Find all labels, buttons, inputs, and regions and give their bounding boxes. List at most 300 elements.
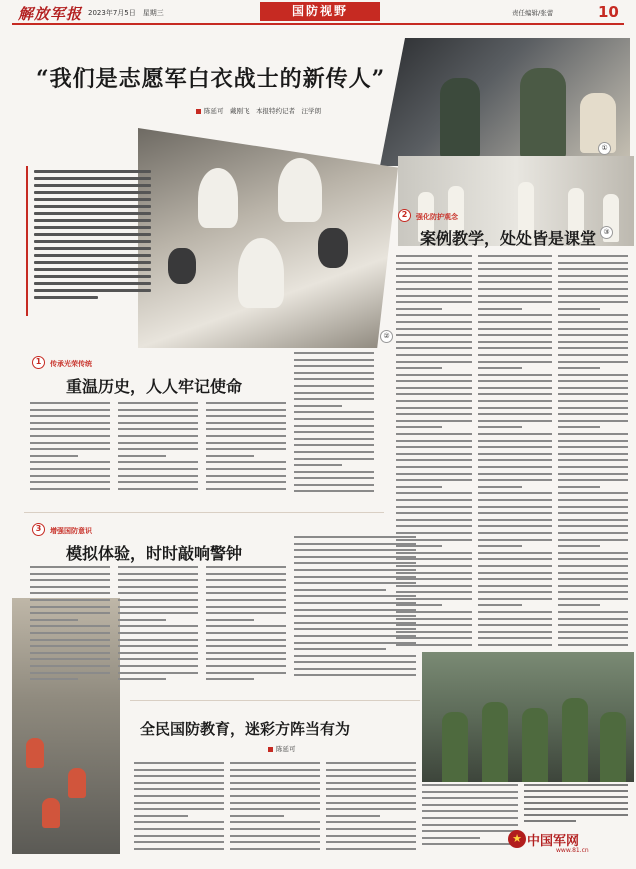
- text-line: [478, 262, 552, 264]
- text-line: [478, 473, 552, 475]
- text-line: [478, 492, 552, 494]
- text-line: [396, 393, 472, 395]
- photo-badge: ③: [600, 226, 613, 239]
- text-line: [118, 402, 198, 404]
- text-line: [478, 341, 552, 343]
- text-line: [422, 837, 480, 839]
- text-line: [478, 420, 552, 422]
- text-line: [30, 422, 110, 424]
- text-line: [422, 810, 518, 812]
- text-line: [294, 359, 374, 361]
- text-line: [396, 433, 472, 435]
- text-line: [118, 645, 198, 647]
- text-line: [30, 448, 110, 450]
- text-line: [118, 672, 198, 674]
- text-line: [206, 678, 254, 680]
- text-line: [206, 475, 286, 477]
- text-line: [340, 615, 416, 617]
- masthead: [0, 0, 636, 24]
- text-line: [30, 481, 110, 483]
- text-line: [340, 602, 416, 604]
- text-line: [422, 797, 518, 799]
- text-line: [118, 625, 198, 627]
- text-line: [206, 665, 286, 667]
- text-line: [134, 841, 224, 843]
- text-line: [206, 672, 286, 674]
- text-line: [478, 598, 552, 600]
- text-line: [396, 387, 472, 389]
- text-line: [558, 393, 628, 395]
- text-line: [206, 448, 286, 450]
- text-line: [118, 632, 198, 634]
- text-line: [294, 398, 374, 400]
- text-line: [30, 566, 110, 568]
- text-line: [396, 334, 472, 336]
- text-line: [206, 579, 286, 581]
- page-number: 10: [598, 3, 619, 21]
- text-line: [230, 769, 320, 771]
- text-line: [478, 539, 552, 541]
- text-line: [478, 506, 552, 508]
- text-line: [118, 612, 198, 614]
- text-line: [396, 341, 472, 343]
- text-line: [340, 556, 416, 558]
- text-line: [30, 573, 110, 575]
- text-line: [558, 552, 628, 554]
- text-line: [558, 539, 628, 541]
- text-line: [478, 578, 552, 580]
- text-line: [478, 268, 552, 270]
- text-line: [558, 624, 628, 626]
- text-line: [118, 678, 166, 680]
- text-line: [340, 609, 416, 611]
- text-line: [230, 815, 284, 817]
- text-line: [396, 328, 472, 330]
- text-line: [478, 321, 552, 323]
- text-line: [478, 466, 552, 468]
- text-line: [294, 365, 374, 367]
- text-line: [340, 569, 416, 571]
- text-line: [396, 426, 442, 428]
- text-line: [558, 268, 628, 270]
- text-column: [206, 402, 286, 494]
- text-line: [558, 519, 628, 521]
- text-line: [558, 440, 628, 442]
- text-line: [558, 367, 600, 369]
- site-watermark-url: www.81.cn: [556, 847, 589, 854]
- text-line: [294, 484, 374, 486]
- text-line: [396, 499, 472, 501]
- text-line: [134, 848, 224, 850]
- text-line: [558, 578, 628, 580]
- text-line: [30, 606, 110, 608]
- masthead-rule: [12, 23, 624, 25]
- text-line: [230, 802, 320, 804]
- text-line: [558, 407, 628, 409]
- text-line: [134, 821, 224, 823]
- text-line: [478, 519, 552, 521]
- text-line: [558, 499, 628, 501]
- text-line: [558, 598, 628, 600]
- text-line: [118, 448, 198, 450]
- text-line: [478, 644, 552, 646]
- text-line: [558, 262, 628, 264]
- text-line: [206, 442, 286, 444]
- text-line: [294, 438, 374, 440]
- text-line: [294, 392, 374, 394]
- text-line: [558, 512, 628, 514]
- text-line: [558, 644, 628, 646]
- text-line: [340, 674, 416, 676]
- text-line: [118, 639, 198, 641]
- text-line: [558, 532, 628, 534]
- text-line: [478, 558, 552, 560]
- text-line: [134, 815, 188, 817]
- photo-military-drill: [422, 652, 634, 782]
- text-line: [206, 455, 254, 457]
- text-line: [396, 466, 472, 468]
- text-line: [326, 821, 416, 823]
- text-line: [294, 444, 374, 446]
- text-column: [478, 255, 552, 651]
- text-line: [118, 481, 198, 483]
- text-line: [206, 488, 286, 490]
- text-line: [294, 405, 342, 407]
- text-line: [478, 618, 552, 620]
- section-number: 2: [398, 209, 411, 222]
- text-line: [478, 295, 552, 297]
- text-line: [206, 599, 286, 601]
- text-column: [134, 762, 224, 854]
- text-line: [326, 828, 416, 830]
- text-line: [30, 665, 110, 667]
- text-line: [396, 374, 472, 376]
- text-line: [478, 631, 552, 633]
- text-line: [326, 795, 416, 797]
- text-line: [558, 420, 628, 422]
- text-line: [30, 672, 110, 674]
- text-line: [294, 451, 374, 453]
- text-line: [558, 281, 628, 283]
- text-line: [118, 573, 198, 575]
- text-line: [558, 334, 628, 336]
- text-line: [478, 637, 552, 639]
- text-line: [30, 632, 110, 634]
- section-label: 传承光荣传统: [50, 360, 92, 368]
- text-line: [30, 678, 78, 680]
- text-column: [340, 536, 416, 681]
- text-column: [118, 566, 198, 685]
- text-line: [294, 425, 374, 427]
- text-line: [558, 426, 600, 428]
- text-line: [206, 435, 286, 437]
- text-line: [206, 592, 286, 594]
- text-line: [558, 466, 628, 468]
- text-line: [340, 595, 416, 597]
- text-line: [30, 402, 110, 404]
- text-line: [558, 618, 628, 620]
- text-line: [558, 473, 628, 475]
- star-icon: ★: [508, 830, 526, 848]
- text-line: [326, 841, 416, 843]
- text-line: [558, 637, 628, 639]
- text-line: [478, 479, 552, 481]
- text-line: [118, 606, 198, 608]
- text-line: [294, 372, 374, 374]
- text-line: [340, 655, 416, 657]
- newspaper-logo: 解放军报: [18, 5, 83, 23]
- text-line: [558, 492, 628, 494]
- text-line: [118, 652, 198, 654]
- text-column: [230, 762, 320, 854]
- text-line: [118, 435, 198, 437]
- text-line: [326, 808, 416, 810]
- text-line: [230, 762, 320, 764]
- text-line: [558, 459, 628, 461]
- text-line: [326, 848, 416, 850]
- text-line: [326, 769, 416, 771]
- text-line: [206, 625, 286, 627]
- text-line: [478, 525, 552, 527]
- text-line: [478, 361, 552, 363]
- text-line: [30, 658, 110, 660]
- text-line: [396, 347, 472, 349]
- text-line: [422, 804, 518, 806]
- text-line: [478, 591, 552, 593]
- text-line: [118, 409, 198, 411]
- text-line: [396, 367, 442, 369]
- responsible-editor: 责任编辑/张蕾: [512, 9, 554, 17]
- text-line: [478, 585, 552, 587]
- text-line: [206, 566, 286, 568]
- bottom-article-title: 全民国防教育，迷彩方阵当有为: [140, 720, 351, 738]
- text-line: [478, 512, 552, 514]
- text-line: [478, 453, 552, 455]
- text-line: [558, 354, 628, 356]
- text-line: [326, 762, 416, 764]
- text-line: [134, 835, 224, 837]
- text-line: [118, 586, 198, 588]
- text-line: [396, 321, 472, 323]
- text-line: [294, 352, 374, 354]
- text-line: [422, 791, 518, 793]
- text-line: [230, 841, 320, 843]
- text-line: [396, 268, 472, 270]
- text-line: [558, 604, 600, 606]
- text-line: [478, 426, 522, 428]
- text-line: [396, 525, 472, 527]
- section-label: 强化防护观念: [416, 213, 458, 221]
- text-line: [230, 835, 320, 837]
- text-line: [478, 413, 552, 415]
- text-line: [340, 648, 386, 650]
- text-line: [340, 589, 386, 591]
- text-line: [422, 824, 518, 826]
- text-line: [30, 599, 110, 601]
- text-column: [558, 255, 628, 651]
- text-line: [206, 415, 286, 417]
- text-line: [230, 808, 320, 810]
- text-line: [118, 415, 198, 417]
- section-number: 3: [32, 523, 45, 536]
- text-line: [340, 635, 416, 637]
- text-line: [30, 652, 110, 654]
- text-line: [558, 275, 628, 277]
- text-line: [558, 413, 628, 415]
- text-line: [422, 830, 518, 832]
- text-line: [206, 428, 286, 430]
- text-line: [396, 446, 472, 448]
- text-line: [558, 314, 628, 316]
- text-column: [30, 402, 110, 494]
- text-line: [294, 431, 374, 433]
- text-line: [558, 380, 628, 382]
- text-line: [294, 648, 342, 650]
- text-line: [30, 586, 110, 588]
- text-line: [396, 413, 472, 415]
- text-line: [294, 589, 342, 591]
- text-line: [30, 442, 110, 444]
- text-line: [294, 477, 374, 479]
- text-line: [206, 639, 286, 641]
- text-line: [118, 658, 198, 660]
- text-line: [478, 532, 552, 534]
- text-line: [558, 308, 600, 310]
- text-line: [230, 795, 320, 797]
- text-line: [206, 481, 286, 483]
- text-line: [30, 619, 78, 621]
- text-line: [558, 558, 628, 560]
- section-banner: 国防视野: [260, 2, 380, 21]
- photo-badge: ①: [598, 142, 611, 155]
- text-line: [326, 775, 416, 777]
- text-line: [396, 506, 472, 508]
- text-line: [30, 428, 110, 430]
- text-line: [340, 562, 416, 564]
- text-line: [206, 645, 286, 647]
- text-line: [558, 631, 628, 633]
- text-line: [558, 255, 628, 257]
- text-line: [340, 668, 416, 670]
- text-line: [230, 821, 320, 823]
- text-line: [396, 400, 472, 402]
- text-line: [326, 788, 416, 790]
- text-line: [558, 525, 628, 527]
- text-line: [30, 639, 110, 641]
- text-line: [396, 512, 472, 514]
- text-line: [30, 435, 110, 437]
- text-column: [422, 784, 518, 850]
- text-line: [396, 262, 472, 264]
- text-column: [118, 402, 198, 494]
- text-line: [396, 295, 472, 297]
- text-line: [340, 543, 416, 545]
- text-line: [558, 545, 600, 547]
- text-line: [230, 775, 320, 777]
- site-watermark: 中国军网: [527, 834, 580, 849]
- text-line: [294, 378, 374, 380]
- text-line: [478, 552, 552, 554]
- text-line: [396, 380, 472, 382]
- text-line: [558, 611, 628, 613]
- text-line: [478, 367, 522, 369]
- text-line: [30, 612, 110, 614]
- photo-training-hall: [380, 38, 630, 166]
- text-line: [30, 592, 110, 594]
- section-title: 案例教学，处处皆是课堂: [420, 229, 597, 248]
- text-line: [118, 461, 198, 463]
- text-line: [558, 585, 628, 587]
- text-line: [478, 288, 552, 290]
- text-line: [30, 475, 110, 477]
- text-line: [30, 415, 110, 417]
- text-line: [396, 440, 472, 442]
- text-line: [396, 479, 472, 481]
- text-line: [558, 433, 628, 435]
- text-line: [396, 361, 472, 363]
- text-line: [294, 458, 374, 460]
- text-line: [478, 275, 552, 277]
- text-line: [134, 769, 224, 771]
- text-line: [230, 828, 320, 830]
- text-line: [340, 642, 416, 644]
- text-line: [118, 428, 198, 430]
- issue-date: 2023年7月5日 星期三: [88, 9, 164, 17]
- text-line: [30, 645, 110, 647]
- text-line: [206, 409, 286, 411]
- text-line: [478, 400, 552, 402]
- text-line: [558, 295, 628, 297]
- text-line: [206, 573, 286, 575]
- text-line: [558, 591, 628, 593]
- text-line: [206, 422, 286, 424]
- text-line: [230, 848, 320, 850]
- text-line: [478, 499, 552, 501]
- text-line: [118, 468, 198, 470]
- text-line: [206, 402, 286, 404]
- text-line: [478, 301, 552, 303]
- section-divider: [24, 512, 384, 513]
- text-line: [396, 459, 472, 461]
- text-column: [30, 566, 110, 685]
- text-line: [30, 455, 78, 457]
- text-line: [478, 334, 552, 336]
- text-line: [30, 409, 110, 411]
- text-line: [326, 815, 380, 817]
- text-line: [478, 572, 552, 574]
- section-divider: [130, 700, 420, 701]
- text-line: [396, 288, 472, 290]
- text-line: [206, 632, 286, 634]
- text-line: [396, 532, 472, 534]
- text-line: [340, 576, 416, 578]
- text-line: [478, 486, 522, 488]
- text-line: [396, 281, 472, 283]
- text-line: [478, 459, 552, 461]
- text-line: [558, 328, 628, 330]
- text-line: [478, 314, 552, 316]
- text-line: [118, 665, 198, 667]
- bottom-article-byline: 陈延可: [268, 744, 296, 753]
- text-line: [558, 572, 628, 574]
- text-line: [478, 611, 552, 613]
- text-line: [558, 361, 628, 363]
- text-line: [558, 479, 628, 481]
- text-line: [30, 461, 110, 463]
- text-line: [206, 652, 286, 654]
- text-line: [206, 461, 286, 463]
- text-line: [118, 455, 166, 457]
